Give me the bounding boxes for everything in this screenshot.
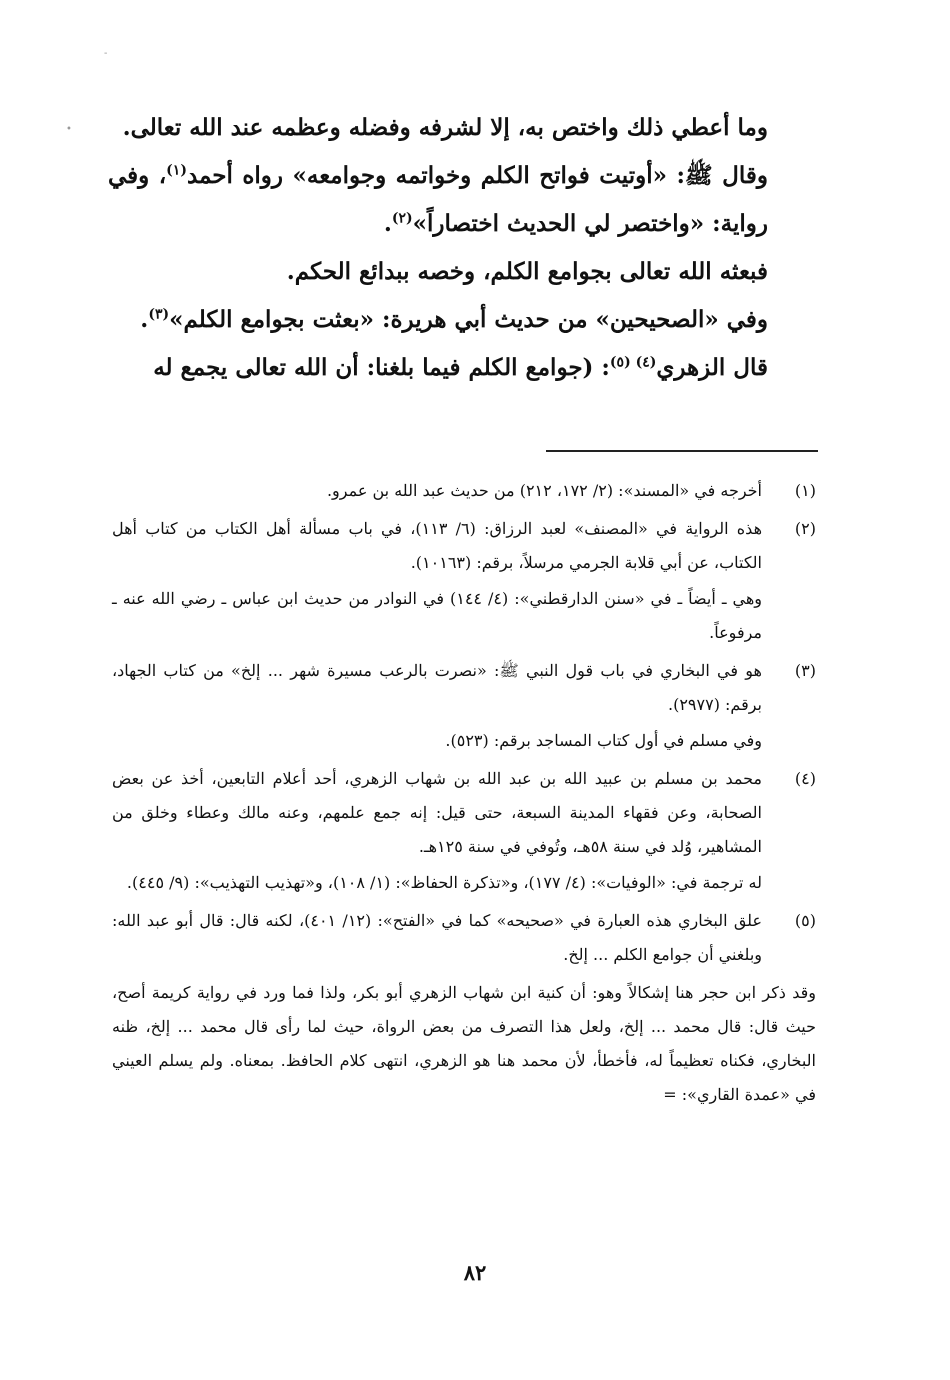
footnote — [112, 474, 816, 510]
main-paragraph — [108, 296, 820, 344]
main-line: فبعثه الله تعالى بجوامع الكلم، وخصه ببدائع الحكم. — [286, 258, 768, 285]
footnote-number: (١) — [794, 481, 816, 500]
footnote-text: أخرجه في «المسند»: (٢/ ١٧٢، ٢١٢) من حديث عبد الله بن عمرو. — [326, 481, 762, 500]
footnote-ref: (٣) — [148, 306, 170, 323]
footnote — [112, 904, 816, 974]
main-paragraph — [108, 152, 820, 248]
main-paragraph — [108, 104, 820, 152]
footnote-text: هو في البخاري في باب قول النبي ﷺ: «نصرت بالرعب مسيرة شهر ... إلخ» من كتاب الجهاد، برقم: (٢٩٧٧). — [112, 661, 762, 714]
footnote-ref: (١) — [166, 162, 187, 179]
footnote-text: وقد ذكر ابن حجر هنا إشكالاً وهو: أن كنية ابن شهاب الزهري أبو بكر، ولذا فما ورد في رواية كريمة أصح، حيث قال: قال محمد ... إلخ، ولعل هذا التصرف من بعض الرواة، حيث لما رأى قال محمد ... إلخ، ظنه البخاري، فكناه تعظيماً له، فأخطأ، لأن محمد هنا هو الزهري، انتهى كلام الحافظ. بمعناه. ولم يسلم العيني في «عمدة القاري»: = — [112, 983, 816, 1104]
scan-mark: • — [66, 124, 72, 135]
punctuation: . — [140, 306, 149, 333]
punctuation: . — [383, 210, 392, 237]
main-paragraph — [108, 248, 820, 296]
footnotes — [112, 474, 816, 1114]
main-line: قال الزهري — [656, 354, 768, 381]
footnote-text: محمد بن مسلم بن عبيد الله بن عبد الله بن شهاب الزهري، أحد أعلام التابعين، أخذ عن بعض الصحابة، وعن فقهاء المدينة السبعة، حتى قيل: إنه جمع علمهم، وعنه مالك وعطاء وخلق من المشاهير، وُلد في سنة ٥٨هـ، وتُوفي في سنة ١٢٥هـ. — [112, 769, 762, 856]
footnote-body — [112, 762, 762, 902]
footnote-body — [112, 654, 762, 760]
footnote-number: (٤) — [794, 769, 816, 788]
main-line: وفي «الصحيحين» من حديث أبي هريرة: «بعثت بجوامع الكلم» — [169, 306, 768, 333]
footnote-continuation — [112, 976, 816, 1112]
footnote-number: (٢) — [794, 519, 816, 538]
footnote-text: هذه الرواية في «المصنف» لعبد الرزاق: (٦/ ١١٣)، في باب مسألة أهل الكتاب من كتاب أهل الكتاب، عن أبي قلابة الجرمي مرسلاً، برقم: (١٠١٦٣). — [112, 519, 763, 572]
footnote-body — [112, 474, 762, 510]
footnote-number: (٣) — [794, 661, 816, 680]
footnote — [112, 654, 816, 760]
main-line: : (جوامع الكلم فيما بلغنا: أن الله تعالى يجمع له — [153, 354, 610, 381]
main-paragraph — [108, 344, 820, 392]
scan-mark: - — [104, 48, 108, 59]
footnote-body — [112, 512, 762, 652]
footnote-ref: (٢) — [391, 210, 413, 227]
footnote-number: (٥) — [794, 911, 816, 930]
footnote-ref: (٤) (٥) — [609, 354, 657, 371]
main-line: وقال ﷺ: «أوتيت فواتح الكلم وخواتمه وجوامعه» رواه أحمد — [186, 162, 768, 189]
main-text — [108, 104, 820, 392]
main-line: وما أعطي ذلك واختص به، إلا لشرفه وفضله وعظمه عند الله تعالى. — [122, 114, 768, 141]
footnote-body — [112, 904, 762, 974]
footnote — [112, 762, 816, 902]
main-line: ، وفي رواية: «واختصر لي الحديث اختصاراً» — [108, 162, 768, 237]
footnote-text: وفي مسلم في أول كتاب المساجد برقم: (٥٢٣). — [445, 731, 762, 750]
footnote-separator — [546, 450, 818, 452]
footnote-text: علق البخاري هذه العبارة في «صحيحه» كما في «الفتح»: (١٢/ ٤٠١)، لكنه قال: قال أبو عبد الله: وبلغني أن جوامع الكلم ... إلخ. — [112, 911, 763, 964]
footnote-text: وهي ـ أيضاً ـ في «سنن الدارقطني»: (٤/ ١٤٤) في النوادر من حديث ابن عباس ـ رضي الله عنه ـ مرفوعاً. — [112, 589, 763, 642]
footnote — [112, 512, 816, 652]
page-number: ٨٢ — [463, 1260, 487, 1285]
footnote-text: له ترجمة في: «الوفيات»: (٤/ ١٧٧)، و«تذكرة الحفاظ»: (١/ ١٠٨)، و«تهذيب التهذيب»: (٩/ ٤٤٥). — [126, 873, 762, 892]
